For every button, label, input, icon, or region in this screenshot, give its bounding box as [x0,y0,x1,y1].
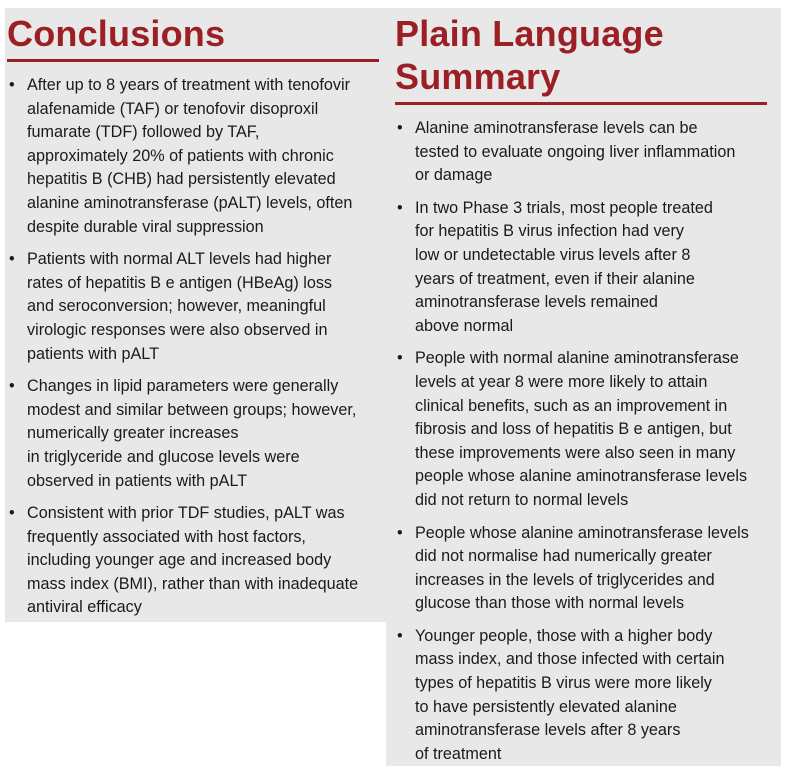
plain-language-summary-list [397,117,775,775]
conclusions-list [9,74,385,629]
conclusions-heading-rule [7,59,379,62]
summary-bullet: • People whose alanine aminotransferase levels did not normalise had numerically greater increases in the levels of triglycerides and glucose than those with normal levels [397,522,775,616]
conclusions-bullet: • Patients with normal ALT levels had higher rates of hepatitis B e antigen (HBeAg) loss and seroconversion; however, meaningful virologic responses were also observed in patients with pALT [9,248,385,366]
summary-bullet: • People with normal alanine aminotransferase levels at year 8 were more likely to attain clinical benefits, such as an improvement in fibrosis and loss of hepatitis B e antigen, but these improvements were also seen in many people whose alanine aminotransferase levels did not return to normal levels [397,347,775,512]
summary-bullet: • Younger people, those with a higher body mass index, and those infected with certain types of hepatitis B virus were more likely to have persistently elevated alanine aminotransferase levels after 8 years of treatment [397,625,775,767]
conclusions-bullet: • After up to 8 years of treatment with tenofovir alafenamide (TAF) or tenofovir disoproxil fumarate (TDF) followed by TAF, approximately 20% of patients with chronic hepatitis B (CHB) had persistently elevated alanine aminotransferase (pALT) levels, often despite durable viral suppression [9,74,385,239]
conclusions-heading: Conclusions [7,13,226,54]
summary-bullet: • Alanine aminotransferase levels can be tested to evaluate ongoing liver inflammation or damage [397,117,775,188]
plain-language-summary-heading-rule [395,102,767,105]
conclusions-bullet: • Consistent with prior TDF studies, pALT was frequently associated with host factors, including younger age and increased body mass index (BMI), rather than with inadequate antiviral efficacy [9,502,385,620]
summary-bullet: • In two Phase 3 trials, most people treated for hepatitis B virus infection had very low or undetectable virus levels after 8 years of treatment, even if their alanine aminotransferase levels remained above normal [397,197,775,339]
conclusions-bullet: • Changes in lipid parameters were generally modest and similar between groups; however, numerically greater increases in triglyceride and glucose levels were observed in patients with pALT [9,375,385,493]
plain-language-summary-heading: Plain Language Summary [395,13,664,97]
